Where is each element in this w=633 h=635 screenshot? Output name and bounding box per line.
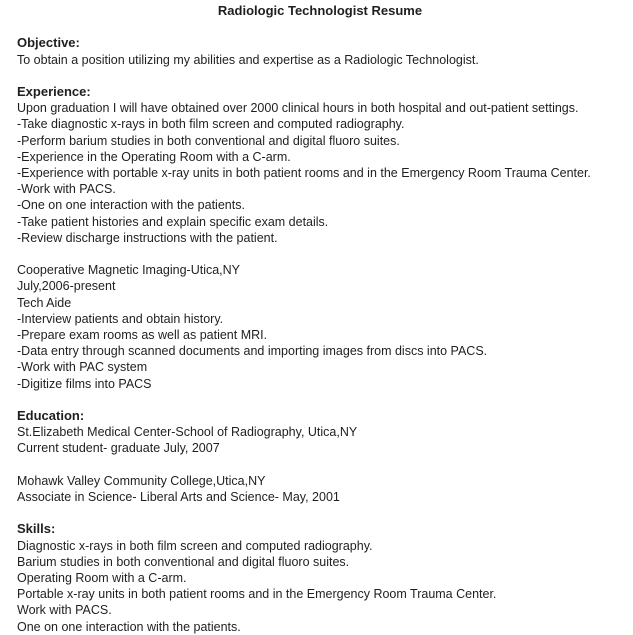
section-heading: Education: (17, 408, 85, 424)
section-heading: Skills: (17, 521, 56, 537)
resume-line: Cooperative Magnetic Imaging-Utica,NY (17, 263, 241, 278)
document-title: Radiologic Technologist Resume (217, 3, 423, 18)
resume-line: Upon graduation I will have obtained over 2000 clinical hours in both hospital and out-patient settings. (17, 101, 579, 116)
resume-line: -Perform barium studies in both conventional and digital fluoro suites. (17, 133, 400, 148)
resume-line: St.Elizabeth Medical Center-School of Radiography, Utica,NY (17, 425, 358, 440)
resume-line: -Digitize films into PACS (17, 376, 152, 391)
resume-line: -Experience with portable x-ray units in both patient rooms and in the Emergency Room Trauma Center. (17, 166, 591, 180)
resume-line: Diagnostic x-rays in both film screen and computed radiography. (17, 538, 373, 553)
resume-line: Associate in Science- Liberal Arts and Science- May, 2001 (17, 490, 340, 505)
resume-section (17, 35, 623, 67)
resume-line: -Work with PACS. (17, 182, 116, 197)
section-heading: Experience: (17, 83, 91, 99)
resume-section (17, 408, 623, 457)
section-heading: Objective: (17, 35, 80, 51)
resume-line: One on one interaction with the patients. (17, 619, 241, 634)
resume-line: -Take diagnostic x-rays in both film screen and computed radiography. (17, 117, 405, 132)
resume-line: -Experience in the Operating Room with a C-arm. (17, 149, 291, 164)
resume-section (17, 521, 623, 634)
resume-line: -Take patient histories and explain specific exam details. (17, 214, 329, 229)
resume-line: -Review discharge instructions with the patient. (17, 230, 278, 245)
resume-line: Mohawk Valley Community College,Utica,NY (17, 473, 266, 488)
resume-line: Tech Aide (17, 295, 72, 310)
resume-body (17, 35, 623, 634)
resume-line: Work with PACS. (17, 603, 112, 618)
resume-line: Operating Room with a C-arm. (17, 571, 187, 586)
resume-section (17, 84, 623, 246)
resume-line: -One on one interaction with the patients. (17, 198, 245, 213)
resume-line: -Data entry through scanned documents and importing images from discs into PACS. (17, 344, 488, 359)
resume-line: July,2006-present (17, 279, 116, 294)
resume-section (17, 473, 623, 505)
resume-section (17, 262, 623, 392)
resume-line: -Prepare exam rooms as well as patient MRI. (17, 328, 268, 343)
resume-line: To obtain a position utilizing my abilities and expertise as a Radiologic Technologist. (17, 52, 479, 67)
resume-line: -Interview patients and obtain history. (17, 311, 224, 326)
resume-line: Portable x-ray units in both patient rooms and in the Emergency Room Trauma Center. (17, 587, 497, 602)
resume-line: -Work with PAC system (17, 360, 148, 375)
resume-line: Current student- graduate July, 2007 (17, 441, 220, 456)
resume-line: Barium studies in both conventional and digital fluoro suites. (17, 554, 350, 569)
